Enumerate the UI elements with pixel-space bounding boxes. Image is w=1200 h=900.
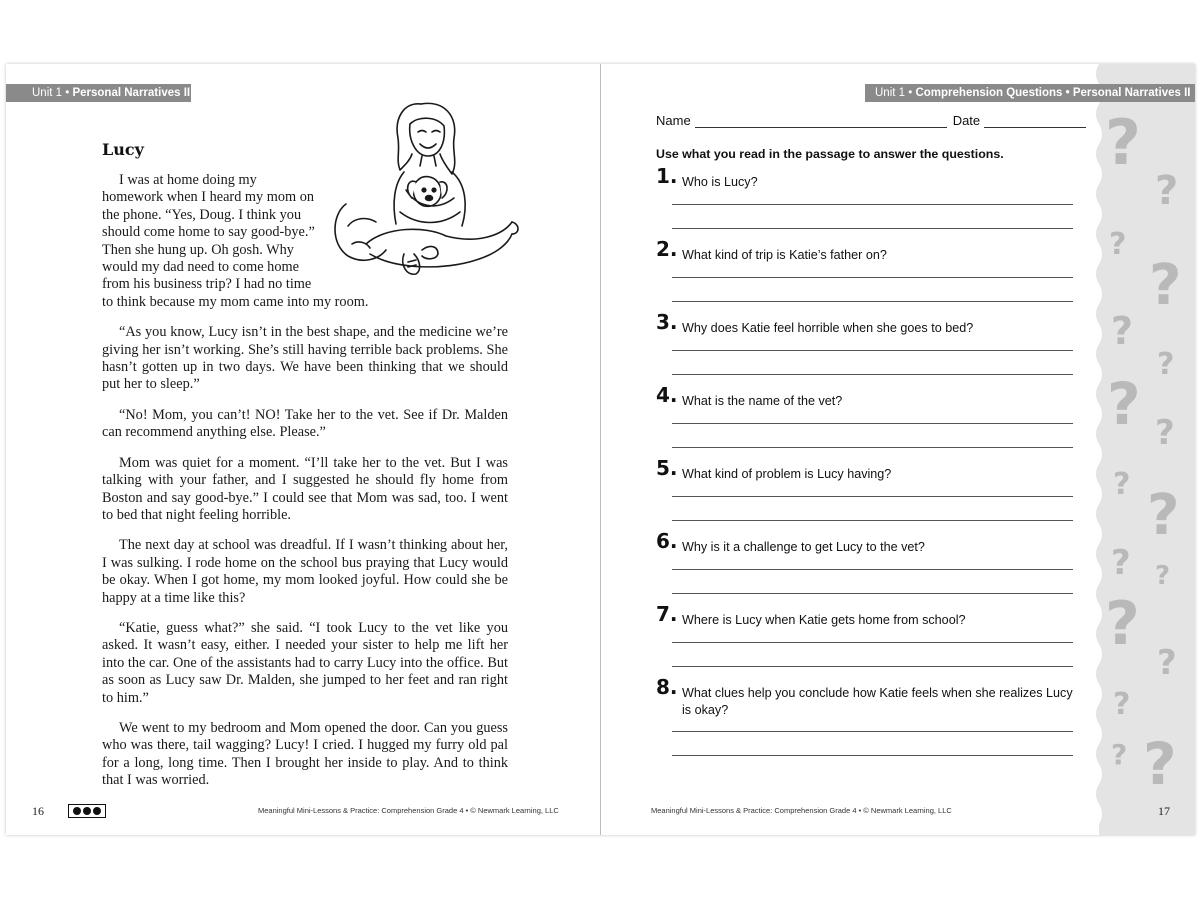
- question-text: Where is Lucy when Katie gets home from school?: [682, 613, 966, 627]
- name-date-row: [656, 113, 1088, 128]
- question-number: 2.: [656, 237, 678, 261]
- story-text: [102, 172, 508, 803]
- question-text: Why is it a challenge to get Lucy to the vet?: [682, 540, 925, 554]
- svg-text:?: ?: [1111, 738, 1128, 771]
- answer-line[interactable]: [672, 374, 1073, 375]
- answer-line[interactable]: [672, 593, 1073, 594]
- svg-text:?: ?: [1147, 483, 1180, 548]
- question-text: Who is Lucy?: [682, 175, 758, 189]
- story-paragraph: “No! Mom, you can’t! NO! Take her to the vet. See if Dr. Malden can recommend anything else. Please.”: [102, 406, 508, 441]
- instructions: Use what you read in the passage to answer the questions.: [656, 147, 1004, 161]
- answer-line[interactable]: [672, 731, 1073, 732]
- story-paragraph: “As you know, Lucy isn’t in the best shape, and the medicine we’re giving her isn’t working. She’s still having terrible back problems. She hasn’t gotten up in two days. We have been thinking that we should put her to sleep.”: [102, 324, 508, 393]
- svg-text:?: ?: [1109, 227, 1127, 262]
- story-title: Lucy: [102, 140, 144, 159]
- question-item: [656, 456, 1076, 529]
- question-item: [656, 164, 1076, 237]
- level-dots-icon: [68, 804, 106, 818]
- story-paragraph: “Katie, guess what?” she said. “I took Lucy to the vet like you asked. It wasn’t easy, either. I needed your sister to help me lift her into the car. One of the assistants had to carry Lucy into the office. But as soon as Lucy saw Dr. Malden, she jumped to her feet and ran right to him.”: [102, 619, 508, 706]
- date-field[interactable]: [984, 115, 1086, 128]
- answer-line[interactable]: [672, 301, 1073, 302]
- question-item: [656, 602, 1076, 675]
- story-paragraph: The next day at school was dreadful. If I wasn’t thinking about her, I was sulking. I rode home on the school bus praying that Lucy would be okay. When I got home, my mom looked joyful. How could she be happy at a time like this?: [102, 537, 508, 606]
- unit-header-bar: Unit 1 • Personal Narratives II: [6, 84, 191, 102]
- left-page: [6, 64, 600, 835]
- question-text: What kind of problem is Lucy having?: [682, 467, 892, 481]
- svg-text:?: ?: [1111, 543, 1131, 583]
- question-item: [656, 675, 1076, 775]
- svg-text:?: ?: [1105, 589, 1140, 659]
- question-number: 6.: [656, 529, 678, 553]
- unit-label: Unit 1: [32, 87, 63, 99]
- right-page: [601, 64, 1195, 835]
- date-label: Date: [952, 113, 981, 128]
- name-label: Name: [656, 113, 691, 128]
- svg-text:?: ?: [1113, 467, 1131, 502]
- question-number: 3.: [656, 310, 678, 334]
- answer-line[interactable]: [672, 496, 1073, 497]
- question-text: What clues help you conclude how Katie feels when she realizes Lucy is okay?: [682, 686, 1073, 717]
- svg-text:?: ?: [1149, 253, 1182, 318]
- answer-line[interactable]: [672, 228, 1073, 229]
- question-item: [656, 383, 1076, 456]
- unit-topic: Comprehension Questions • Personal Narratives II: [915, 87, 1191, 99]
- page-number: 17: [1158, 804, 1170, 818]
- svg-text:?: ?: [1155, 168, 1179, 214]
- question-text: Why does Katie feel horrible when she goes to bed?: [682, 321, 974, 335]
- story-paragraph-text: I was at home doing my homework when I heard my mom on the phone. “Yes, Doug. I think you should come home to say good-bye.” Then she hung up. Oh gosh. Why would my dad need to come home from his business trip? I had no time to think because my mom came into my room.: [102, 172, 369, 310]
- question-item: [656, 310, 1076, 383]
- question-marks-border: [1091, 64, 1195, 835]
- unit-header-bar: Unit 1 • Comprehension Questions • Personal Narratives II: [865, 84, 1195, 102]
- question-number: 8.: [656, 675, 678, 699]
- answer-line[interactable]: [672, 755, 1073, 756]
- svg-text:?: ?: [1157, 643, 1177, 683]
- answer-line[interactable]: [672, 423, 1073, 424]
- question-list: [656, 164, 1076, 775]
- svg-text:?: ?: [1111, 309, 1134, 353]
- answer-line[interactable]: [672, 642, 1073, 643]
- page-credit: Meaningful Mini-Lessons & Practice: Comprehension Grade 4 • © Newmark Learning, LLC: [258, 806, 559, 815]
- question-number: 4.: [656, 383, 678, 407]
- story-paragraph: Mom was quiet for a moment. “I’ll take her to the vet. But I was talking with your father, and I suggested he should fly home from Boston and say good-bye.” I could see that Mom was sad, too. I went to bed that night feeling horrible.: [102, 454, 508, 523]
- svg-text:?: ?: [1155, 413, 1175, 453]
- answer-line[interactable]: [672, 666, 1073, 667]
- svg-text:?: ?: [1107, 370, 1141, 438]
- page-credit: Meaningful Mini-Lessons & Practice: Comprehension Grade 4 • © Newmark Learning, LLC: [651, 806, 952, 815]
- unit-label: Unit 1: [875, 87, 906, 99]
- answer-line[interactable]: [672, 520, 1073, 521]
- svg-text:?: ?: [1113, 687, 1131, 722]
- answer-line[interactable]: [672, 204, 1073, 205]
- question-number: 7.: [656, 602, 678, 626]
- unit-topic: Personal Narratives II: [72, 87, 191, 99]
- question-number: 1.: [656, 164, 678, 188]
- answer-line[interactable]: [672, 350, 1073, 351]
- svg-text:?: ?: [1143, 730, 1177, 798]
- story-paragraph: We went to my bedroom and Mom opened the door. Can you guess who was there, tail wagging? Lucy! I cried. I hugged my furry old pal for a long, long time. Then I brought her inside to play. And to think that I was worried.: [102, 719, 508, 789]
- book-spread: [6, 64, 1195, 835]
- page-number: 16: [32, 804, 44, 818]
- question-item: [656, 529, 1076, 602]
- answer-line[interactable]: [672, 569, 1073, 570]
- answer-line[interactable]: [672, 447, 1073, 448]
- question-text: What kind of trip is Katie’s father on?: [682, 248, 887, 262]
- answer-line[interactable]: [672, 277, 1073, 278]
- question-item: [656, 237, 1076, 310]
- svg-text:?: ?: [1105, 106, 1141, 179]
- story-paragraph: [102, 172, 508, 311]
- girl-hugging-dog-illustration: [326, 94, 524, 282]
- svg-text:?: ?: [1155, 561, 1171, 591]
- question-number: 5.: [656, 456, 678, 480]
- name-field[interactable]: [695, 115, 947, 128]
- question-text: What is the name of the vet?: [682, 394, 843, 408]
- svg-text:?: ?: [1157, 347, 1175, 382]
